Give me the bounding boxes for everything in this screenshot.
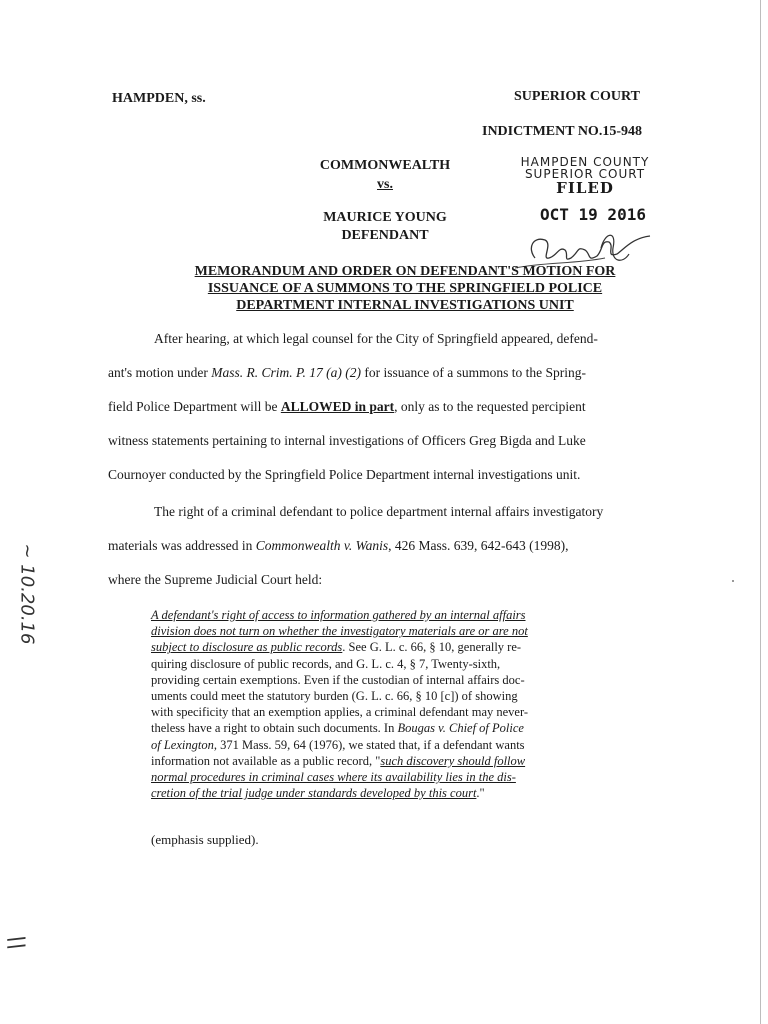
para1-text: for issuance of a summons to the Spring-: [361, 365, 587, 380]
quote-emphasis: such discovery should follow: [380, 753, 526, 768]
para1-text: ant's motion under: [108, 365, 212, 380]
title-line-3: DEPARTMENT INTERNAL INVESTIGATIONS UNIT: [236, 298, 574, 313]
quote-line-12: [151, 785, 613, 801]
para2-text: , 426 Mass. 639, 642-643 (1998),: [388, 538, 569, 553]
paragraph-wanis: [108, 495, 656, 597]
stamp-court: SUPERIOR COURT: [524, 167, 646, 181]
quote-text: . See G. L. c. 66, § 10, generally re-: [342, 640, 522, 655]
quote-line-3: [151, 639, 613, 655]
para2-line-2: [108, 529, 656, 563]
defendant-role: DEFENDANT: [341, 228, 429, 243]
quote-emphasis: cretion of the trial judge under standards developed by this court: [151, 786, 477, 801]
para1-line-2: [108, 356, 656, 390]
para1-line-4: witness statements pertaining to internal investigations of Officers Greg Bigda and Luke: [108, 433, 586, 448]
para2-line-1: The right of a criminal defendant to police department internal affairs investigatory: [154, 504, 604, 519]
case-citation: Bougas v. Chief of Police: [397, 721, 524, 736]
quote-text: , 371 Mass. 59, 64 (1976), we stated that, if a defendant wants: [213, 737, 525, 752]
quote-line-4: quiring disclosure of public records, and G. L. c. 4, § 7, Twenty-sixth,: [151, 656, 501, 671]
quote-line-8: [151, 720, 613, 736]
quote-emphasis: subject to disclosure as public records: [151, 640, 343, 655]
title-line-2: ISSUANCE OF A SUMMONS TO THE SPRINGFIELD POLICE: [207, 281, 603, 296]
case-citation: of Lexington: [151, 737, 214, 752]
quote-text: theless have a right to obtain such documents. In: [151, 721, 398, 736]
quote-line-10: [151, 753, 613, 769]
handwritten-initials: \\: [2, 935, 28, 950]
stamp-date: OCT 19 2016: [540, 205, 646, 224]
quote-text: information not available as a public record, ": [151, 753, 381, 768]
para1-text: , only as to the requested percipient: [394, 399, 586, 414]
quote-line-1: A defendant's right of access to information gathered by an internal affairs: [151, 608, 526, 622]
quote-line-6: uments could meet the statutory burden (G. L. c. 66, § 10 [c]) of showing: [151, 689, 518, 704]
stamp-county: HAMPDEN COUNTY: [520, 155, 650, 169]
para1-line-1: After hearing, at which legal counsel for the City of Springfield appeared, defend-: [154, 331, 598, 346]
plaintiff-name: COMMONWEALTH: [319, 158, 451, 173]
court-label: SUPERIOR COURT: [514, 89, 640, 104]
title-line-1: MEMORANDUM AND ORDER ON DEFENDANT'S MOTION FOR: [194, 264, 616, 279]
county-label: HAMPDEN, ss.: [112, 91, 206, 106]
page-edge-line: [760, 0, 761, 1024]
defendant-name: MAURICE YOUNG: [323, 210, 447, 225]
quote-line-11: normal procedures in criminal cases where its availability lies in the dis-: [151, 770, 516, 785]
para2-line-3: where the Supreme Judicial Court held:: [108, 572, 323, 587]
block-quote: [151, 607, 613, 801]
indictment-number: INDICTMENT NO.15-948: [482, 124, 642, 139]
ruling-allowed-in-part: ALLOWED in part: [280, 399, 395, 414]
quote-line-5: providing certain exemptions. Even if the custodian of internal affairs doc-: [151, 672, 525, 687]
handwritten-date-note: ~ 10.20.16: [16, 543, 38, 645]
filed-stamp: [505, 156, 665, 197]
stamp-filed: FILED: [556, 179, 614, 197]
para1-line-3: [108, 390, 656, 424]
quote-line-2: division does not turn on whether the investigatory materials are or are not: [151, 624, 528, 639]
versus-label: vs.: [377, 177, 393, 192]
rule-citation: Mass. R. Crim. P. 17 (a) (2): [211, 365, 362, 380]
quote-line-9: [151, 737, 613, 753]
para2-text: materials was addressed in: [108, 538, 256, 553]
emphasis-note: (emphasis supplied).: [151, 832, 259, 847]
quote-text: .": [476, 786, 485, 801]
para1-text: field Police Department will be: [108, 399, 281, 414]
document-title: [150, 263, 660, 314]
paragraph-order: [108, 322, 656, 492]
scan-speck: [732, 580, 734, 582]
quote-line-7: with specificity that an exemption applies, a criminal defendant may never-: [151, 705, 529, 720]
para1-line-5: Cournoyer conducted by the Springfield Police Department internal investigations unit.: [108, 467, 581, 482]
case-citation: Commonwealth v. Wanis: [255, 538, 389, 553]
